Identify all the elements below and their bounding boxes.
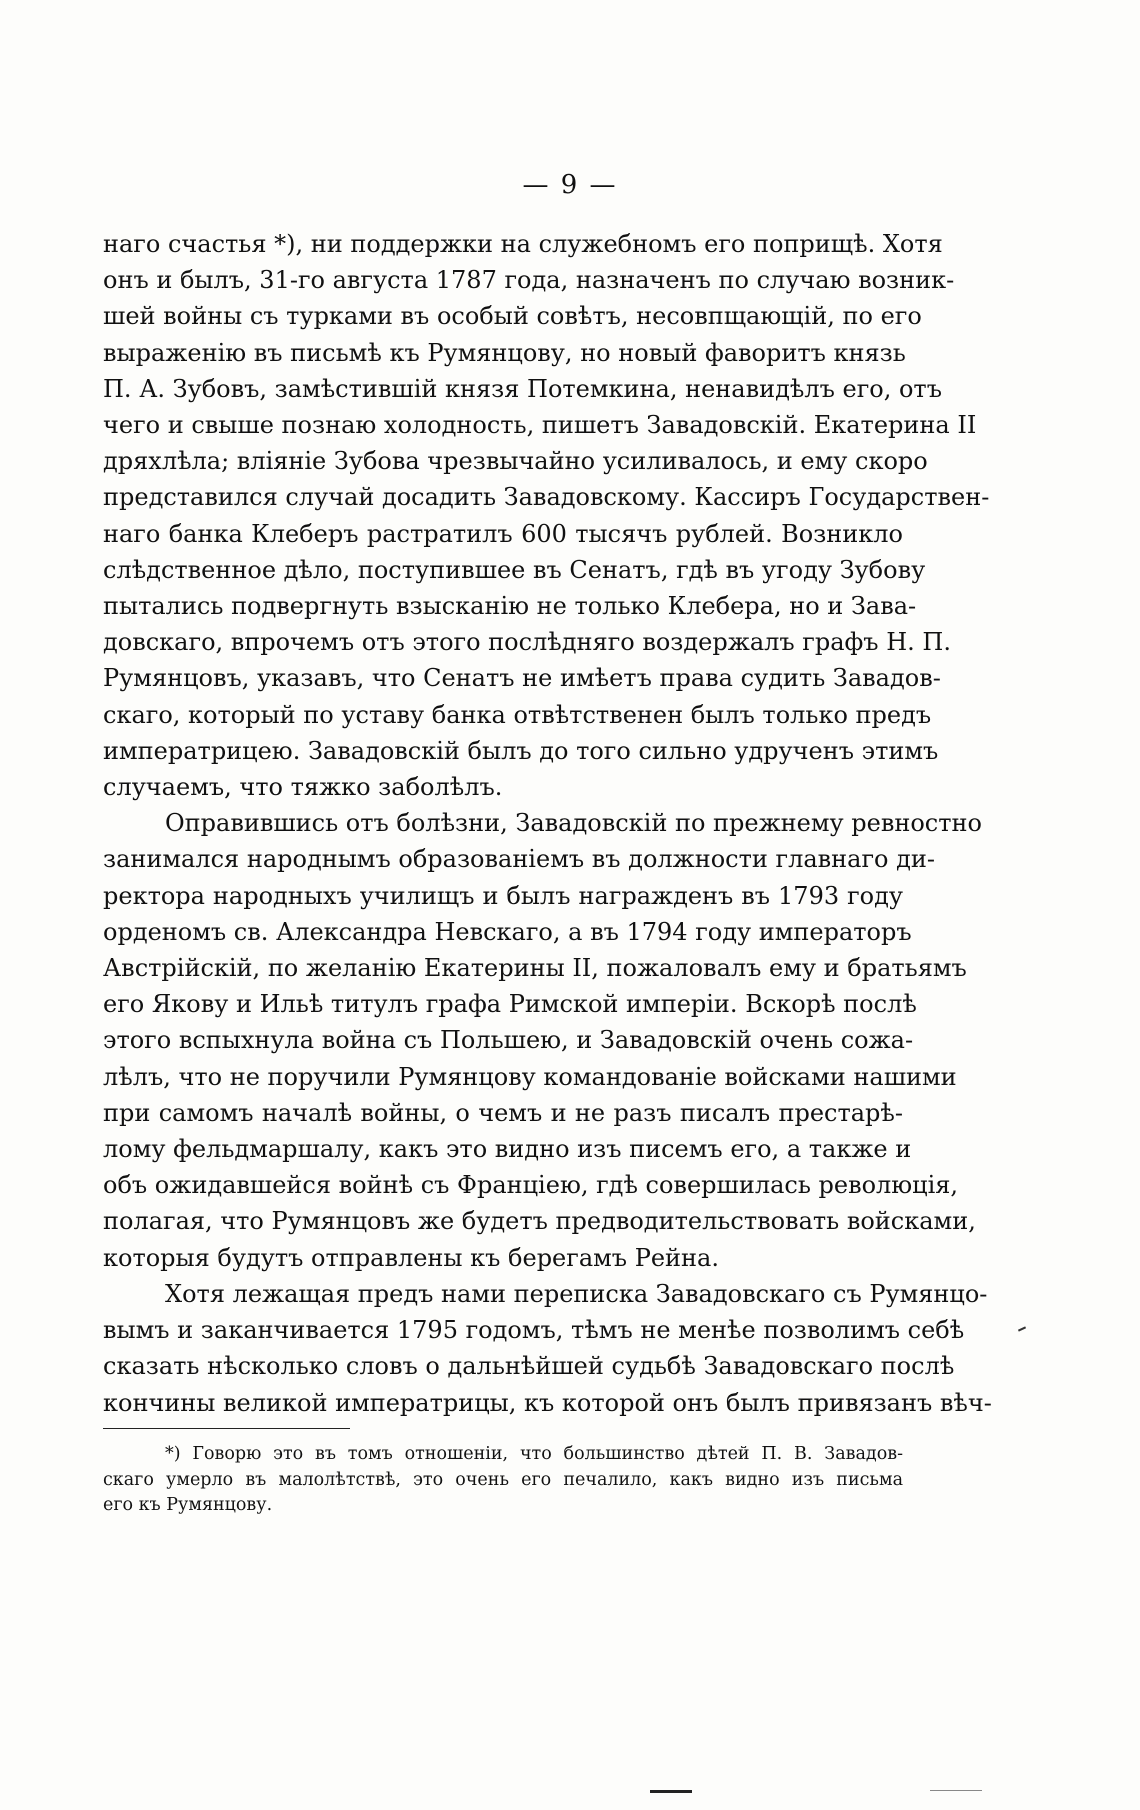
text-line: занимался народнымъ образованіемъ въ должности главнаго ди-: [103, 845, 935, 874]
text-line: пытались подвергнуть взысканію не только Клебера, но и Зава-: [103, 592, 917, 621]
text-line: Оправившись отъ болѣзни, Завадовскій по прежнему ревностно: [165, 809, 982, 838]
text-line: вымъ и заканчивается 1795 годомъ, тѣмъ не менѣе позволимъ себѣ: [103, 1316, 965, 1345]
text-line: наго банка Клеберъ растратилъ 600 тысячъ рублей. Возникло: [103, 519, 903, 548]
text-line: императрицею. Завадовскій былъ до того сильно удрученъ этимъ: [103, 736, 939, 765]
ink-speck: [1018, 1326, 1026, 1331]
text-line: этого вспыхнула война съ Польшею, и Завадовскій очень сожа-: [103, 1026, 914, 1055]
text-line: П. А. Зубовъ, замѣстившій князя Потемкина, ненавидѣлъ его, отъ: [103, 374, 942, 403]
footnote-line: его къ Румянцову.: [103, 1495, 273, 1515]
footnote-divider: [103, 1428, 350, 1429]
page-number: — 9 —: [522, 170, 618, 200]
text-line: Австрійскій, по желанію Екатерины II, пожаловалъ ему и братьямъ: [103, 954, 967, 983]
text-line: чего и свыше познаю холодность, пишетъ Завадовскій. Екатерина II: [103, 411, 977, 440]
text-line: представился случай досадить Завадовскому. Кассиръ Государствен-: [103, 483, 990, 512]
text-line: случаемъ, что тяжко заболѣлъ.: [103, 773, 503, 802]
text-line: полагая, что Румянцовъ же будетъ предводительствовать войсками,: [103, 1207, 976, 1236]
text-line: слѣдственное дѣло, поступившее въ Сенатъ, гдѣ въ угоду Зубову: [103, 555, 926, 584]
text-line: его Якову и Ильѣ титулъ графа Римской имперіи. Вскорѣ послѣ: [103, 990, 917, 1019]
text-line: скаго, который по уставу банка отвѣтственен былъ только предъ: [103, 700, 932, 729]
page-edge-rule: [930, 1790, 982, 1791]
text-line: которыя будутъ отправлены къ берегамъ Рейна.: [103, 1243, 719, 1272]
text-line: лѣлъ, что не поручили Румянцову командованіе войсками нашими: [103, 1062, 957, 1091]
text-line: довскаго, впрочемъ отъ этого послѣдняго воздержалъ графъ Н. П.: [103, 628, 951, 657]
text-line: наго счастья *), ни поддержки на служебномъ его поприщѣ. Хотя: [103, 230, 943, 258]
text-line: лому фельдмаршалу, какъ это видно изъ писемъ его, а также и: [103, 1135, 912, 1164]
footnote-line: скаго умерло въ малолѣтствѣ, это очень его печалило, какъ видно изъ письма: [103, 1469, 903, 1490]
text-line: орденомъ св. Александра Невскаго, а въ 1794 году императоръ: [103, 917, 912, 946]
text-line: выраженію въ письмѣ къ Румянцову, но новый фаворитъ князь: [103, 338, 906, 367]
signature-mark: [650, 1790, 692, 1793]
footnote: [103, 1442, 903, 1519]
text-line: сказать нѣсколько словъ о дальнѣйшей судьбѣ Завадовскаго послѣ: [103, 1352, 955, 1381]
text-line: дряхлѣла; вліяніе Зубова чрезвычайно усиливалось, и ему скоро: [103, 447, 928, 476]
text-line: онъ и былъ, 31-го августа 1787 года, назначенъ по случаю возник-: [103, 266, 955, 295]
text-line: Румянцовъ, указавъ, что Сенатъ не имѣетъ права судить Завадов-: [103, 664, 941, 693]
text-line: Хотя лежащая предъ нами переписка Завадовскаго съ Румянцо-: [165, 1279, 988, 1308]
text-line: при самомъ началѣ войны, о чемъ и не разъ писалъ престарѣ-: [103, 1098, 903, 1127]
text-line: ректора народныхъ училищъ и былъ награжденъ въ 1793 году: [103, 881, 903, 910]
footnote-line: *) Говорю это въ томъ отношеніи, что большинство дѣтей П. В. Завадов-: [165, 1444, 903, 1464]
text-line: кончины великой императрицы, къ которой онъ былъ привязанъ вѣч-: [103, 1388, 992, 1417]
text-line: объ ожидавшейся войнѣ съ Франціею, гдѣ совершилась революція,: [103, 1171, 959, 1200]
text-line: шей войны съ турками въ особый совѣтъ, несовпщающій, по его: [103, 302, 922, 331]
main-text: [103, 226, 992, 1421]
